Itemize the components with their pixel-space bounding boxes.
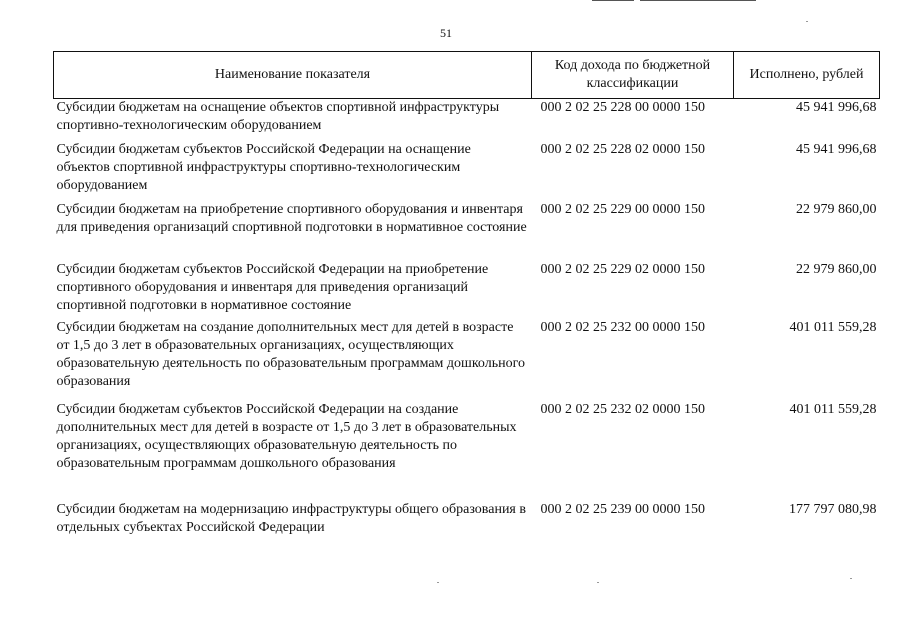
table-header: [54, 52, 880, 99]
scan-speck: [437, 582, 439, 583]
header-code: Код дохода по бюджетной классификации: [532, 52, 734, 99]
row-code: 000 2 02 25 229 02 0000 150: [540, 261, 705, 277]
row-name: Субсидии бюджетам на приобретение спортивного оборудования и инвентаря для приведения организаций спортивной подготовки в нормативное состояние: [56, 201, 527, 235]
scan-speck: [597, 582, 599, 583]
row-code: 000 2 02 25 229 00 0000 150: [540, 201, 705, 217]
row-code: 000 2 02 25 232 02 0000 150: [540, 401, 705, 417]
table-row: [54, 401, 880, 501]
header-amount: Исполнено, рублей: [734, 52, 880, 99]
row-code: 000 2 02 25 228 02 0000 150: [540, 141, 705, 157]
table-row: [54, 201, 880, 261]
row-name: Субсидии бюджетам субъектов Российской Федерации на оснащение объектов спортивной инфраструктуры спортивно-технологическим оборудованием: [56, 141, 471, 193]
table-row: [54, 261, 880, 319]
budget-table: [53, 51, 880, 543]
row-amount: 401 011 559,28: [789, 401, 877, 417]
top-rule: [640, 0, 756, 1]
scan-speck: [806, 21, 808, 22]
table-row: [54, 141, 880, 201]
table-row: [54, 99, 880, 141]
row-name: Субсидии бюджетам субъектов Российской Федерации на приобретение спортивного оборудования и инвентаря для приведения организаций спортивной подготовки в нормативное состояние: [56, 261, 489, 313]
table-body: [54, 99, 880, 543]
top-rule: [592, 0, 634, 1]
row-code: 000 2 02 25 228 00 0000 150: [540, 100, 705, 115]
row-amount: 22 979 860,00: [796, 261, 877, 277]
row-name: Субсидии бюджетам на модернизацию инфраструктуры общего образования в отдельных субъектах Российской Федерации: [56, 501, 526, 535]
row-amount: 45 941 996,68: [796, 141, 877, 157]
row-name: Субсидии бюджетам субъектов Российской Федерации на создание дополнительных мест для детей в возрасте от 1,5 до 3 лет в образовательных организациях, осуществляющих образовательную деятельность по образовательным программам дошкольного образования: [56, 401, 517, 471]
row-amount: 177 797 080,98: [789, 501, 877, 517]
row-name: Субсидии бюджетам на оснащение объектов спортивной инфраструктуры спортивно-технологическим оборудованием: [56, 100, 500, 133]
row-code: 000 2 02 25 239 00 0000 150: [540, 501, 705, 517]
scan-speck: [850, 578, 852, 579]
page-number: 51: [440, 26, 452, 40]
row-amount: 45 941 996,68: [796, 100, 877, 115]
table-row: [54, 501, 880, 543]
row-code: 000 2 02 25 232 00 0000 150: [540, 319, 705, 335]
row-amount: 401 011 559,28: [789, 319, 877, 335]
row-amount: 22 979 860,00: [796, 201, 877, 217]
header-name: Наименование показателя: [54, 52, 532, 99]
table-row: [54, 319, 880, 401]
header-row: [54, 52, 880, 99]
row-name: Субсидии бюджетам на создание дополнительных мест для детей в возрасте от 1,5 до 3 лет в образовательных организациях, осуществляющих образовательную деятельность по образовательным программам дошкольного образования: [56, 319, 525, 389]
